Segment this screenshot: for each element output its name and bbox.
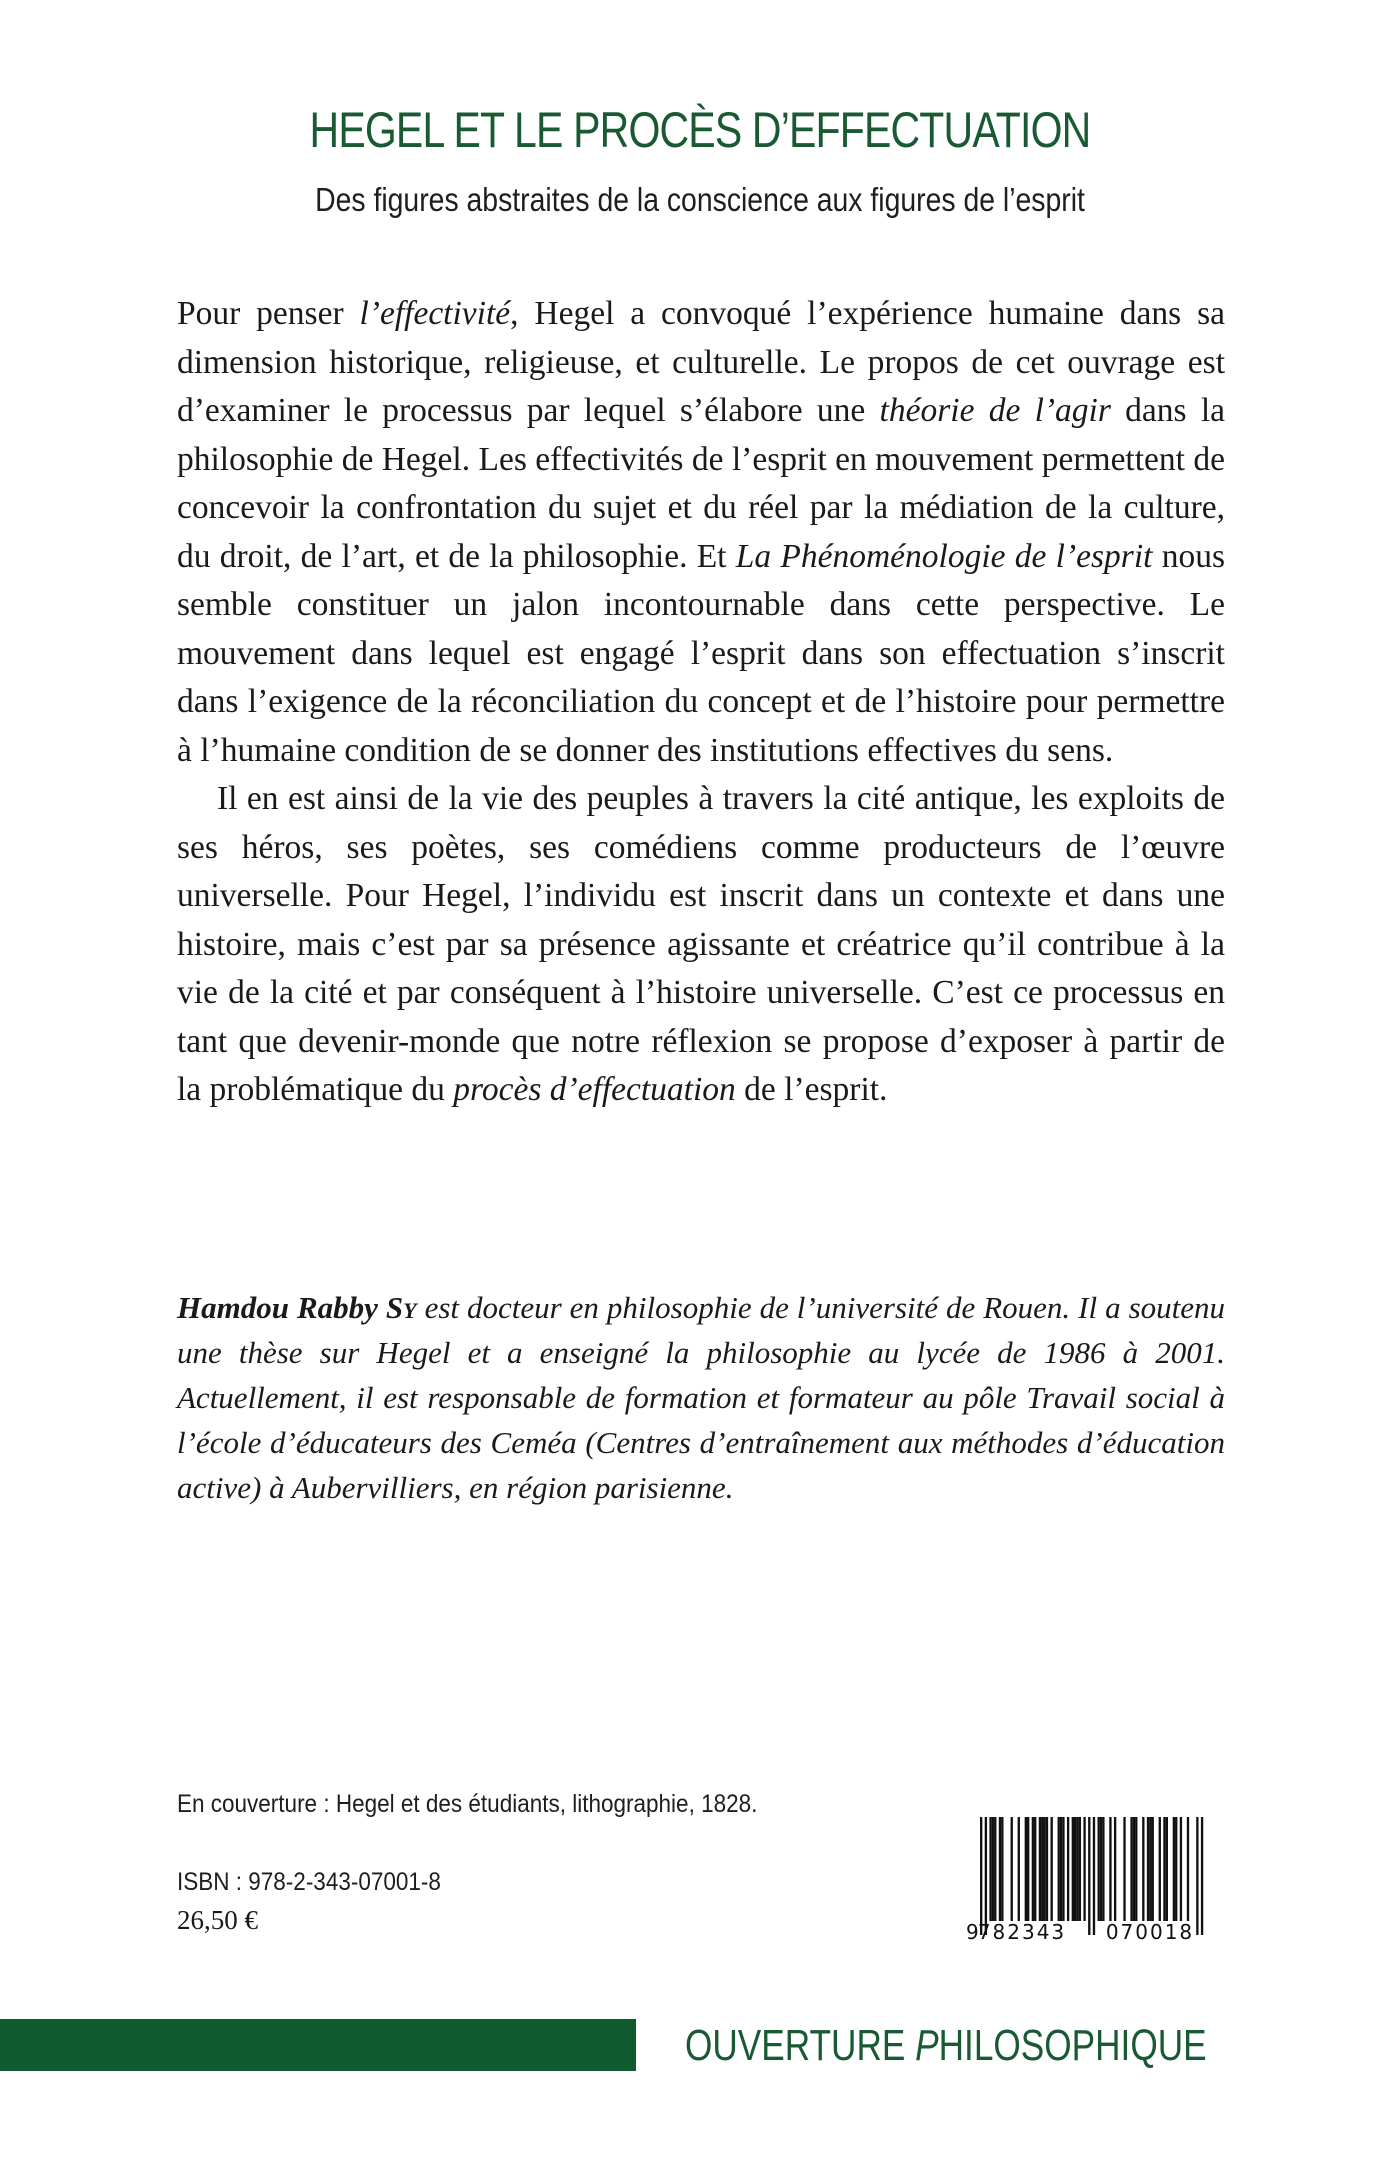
barcode-bar xyxy=(1074,1817,1076,1921)
summary-text xyxy=(177,290,1225,1115)
barcode-bar xyxy=(1001,1817,1003,1921)
barcode-bar xyxy=(1123,1817,1125,1921)
barcode-bar xyxy=(1076,1817,1078,1921)
barcode-bar xyxy=(1093,1817,1095,1935)
barcode-bar xyxy=(1043,1817,1045,1921)
barcode-bar xyxy=(1109,1817,1111,1921)
barcode-bar xyxy=(1079,1817,1081,1921)
barcode-digit-first: 9 xyxy=(966,1920,979,1944)
summary-paragraph-2: Il en est ainsi de la vie des peuples à travers la cité antique, les exploits de ses héros, ses poètes, ses comédiens comme producteurs de l’œuvre universelle. Pour Hegel, l’individu est inscrit dans un contexte et dans une histoire, mais c’est par sa présence agissante et créatrice qu’il contribue à la vie de la cité et par conséquent à l’histoire universelle. C’est ce processus en tant que devenir-monde que notre réflexion se propose d’exposer à partir de la problématique du procès d’effectuation de l’esprit. xyxy=(177,780,1225,1108)
barcode-digits-left: 782343 xyxy=(977,1920,1067,1944)
barcode-bar xyxy=(1034,1817,1036,1921)
barcode-bar xyxy=(1060,1817,1062,1921)
barcode-bar xyxy=(1041,1817,1043,1921)
isbn: ISBN : 978-2-343-07001-8 xyxy=(177,1868,441,1896)
series-name: OUVERTURE PHILOSOPHIQUE xyxy=(685,2021,1207,2070)
barcode-bar xyxy=(985,1817,987,1935)
barcode-bar xyxy=(1046,1817,1048,1921)
barcode-bar xyxy=(1025,1817,1027,1921)
author-bio: Hamdou Rabby Sy est docteur en philosophie de l’université de Rouen. Il a soutenu une thèse sur Hegel et a enseigné la philosophie au lycée de 1986 à 2001. Actuellement, il est responsable de formation et formateur au pôle Travail social à l’école d’éducateurs des Ceméa (Centres d’entraînement aux méthodes d’éducation active) à Aubervilliers, en région parisienne. xyxy=(177,1290,1226,1505)
barcode-bar xyxy=(1130,1817,1132,1921)
barcode-bar xyxy=(1062,1817,1064,1921)
series-color-band xyxy=(0,2019,636,2071)
barcode-bar xyxy=(1173,1817,1175,1921)
barcode-bar xyxy=(1187,1817,1189,1921)
book-title: HEGEL ET LE PROCÈS D’EFFECTUATION xyxy=(309,102,1091,158)
barcode-bar xyxy=(992,1817,994,1921)
barcode-bar xyxy=(1147,1817,1149,1921)
barcode-bar xyxy=(1159,1817,1161,1921)
barcode-bar xyxy=(1135,1817,1137,1921)
barcode-bar xyxy=(1102,1817,1104,1921)
barcode-bar xyxy=(1098,1817,1100,1921)
author-name: Hamdou Rabby Sy xyxy=(177,1290,417,1325)
book-subtitle: Des figures abstraites de la conscience aux figures de l’esprit xyxy=(315,181,1085,218)
barcode-bar xyxy=(1196,1817,1198,1935)
barcode-bar xyxy=(1100,1817,1102,1921)
barcode-bar xyxy=(1011,1817,1013,1921)
barcode-bar xyxy=(1201,1817,1203,1935)
barcode-bar xyxy=(1018,1817,1020,1921)
barcode-bar xyxy=(1133,1817,1135,1921)
barcode-bar xyxy=(1083,1817,1085,1921)
barcode-bar xyxy=(1114,1817,1116,1921)
barcode-bar xyxy=(1166,1817,1168,1921)
barcode-digits-right: 070018 xyxy=(1105,1920,1195,1944)
barcode-bar xyxy=(999,1817,1001,1921)
summary-paragraph-1: Pour penser l’effectivité, Hegel a convoqué l’expérience humaine dans sa dimension historique, religieuse, et culturelle. Le propos de cet ouvrage est d’examiner le processus par lequel s’élabore une théorie de l’agir dans la philosophie de Hegel. Les effectivités de l’esprit en mouvement permettent de concevoir la confrontation du sujet et du réel par la médiation de la culture, du droit, de l’art, et de la philosophie. Et La Phénoménologie de l’esprit nous semble constituer un jalon incontournable dans cette perspective. Le mouvement dans lequel est engagé l’esprit dans son effectuation s’inscrit dans l’exigence de la réconciliation du concept et de l’histoire pour permettre à l’humaine condition de se donner des institutions effectives du sens. xyxy=(177,295,1226,769)
barcode-bar xyxy=(1180,1817,1182,1921)
barcode-bar xyxy=(1051,1817,1053,1921)
cover-credit: En couverture : Hegel et des étudiants, lithographie, 1828. xyxy=(177,1790,758,1818)
barcode-bar xyxy=(1152,1817,1154,1921)
barcode-bar xyxy=(1175,1817,1177,1921)
barcode-bar xyxy=(1027,1817,1029,1921)
barcode-bar xyxy=(1149,1817,1151,1921)
price: 26,50 € xyxy=(177,1905,258,1935)
barcode-bar xyxy=(980,1817,982,1935)
barcode-bar xyxy=(1032,1817,1034,1921)
barcode-graphic xyxy=(960,1815,1220,1945)
barcode-bar xyxy=(994,1817,996,1921)
barcode-bar xyxy=(1039,1817,1041,1921)
barcode-bar xyxy=(1142,1817,1144,1921)
barcode-bar xyxy=(989,1817,991,1921)
barcode xyxy=(960,1815,1220,1945)
barcode-bar xyxy=(1058,1817,1060,1921)
barcode-bar xyxy=(1163,1817,1165,1921)
barcode-bar xyxy=(1072,1817,1074,1921)
barcode-bar xyxy=(1088,1817,1090,1935)
barcode-bar xyxy=(1067,1817,1069,1921)
